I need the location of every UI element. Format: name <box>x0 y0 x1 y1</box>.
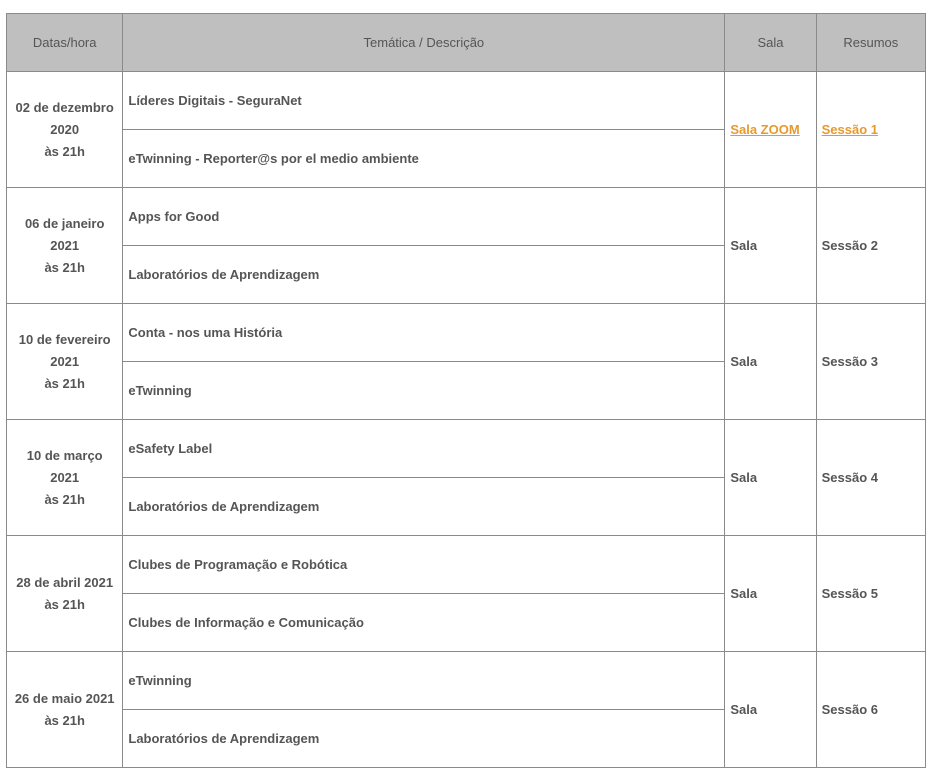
session-year: 2021 <box>50 237 80 253</box>
session-summary: Sessão 6 <box>816 652 925 768</box>
session-room: Sala <box>725 188 816 304</box>
session-topic: Laboratórios de Aprendizagem <box>123 710 725 768</box>
session-topic: Apps for Good <box>123 188 725 246</box>
session-topic: Líderes Digitais - SeguraNet <box>123 72 725 130</box>
session-date-cell <box>7 420 123 536</box>
session-time: às 21h <box>44 596 85 612</box>
session-room: Sala <box>725 420 816 536</box>
session-topic: Clubes de Informação e Comunicação <box>123 594 725 652</box>
session-year: 2021 <box>50 353 80 369</box>
session-time: às 21h <box>44 712 85 728</box>
session-topic: Laboratórios de Aprendizagem <box>123 246 725 304</box>
session-date-cell <box>7 652 123 768</box>
header-topic: Temática / Descrição <box>123 14 725 72</box>
session-date-cell <box>7 304 123 420</box>
session-date: 10 de fevereiro <box>18 331 111 347</box>
session-time: às 21h <box>44 375 85 391</box>
session-time: às 21h <box>44 143 85 159</box>
session-room: Sala <box>725 536 816 652</box>
session-date-cell <box>7 72 123 188</box>
table-row <box>7 536 926 594</box>
session-date: 02 de dezembro <box>15 99 114 115</box>
session-topic: eTwinning <box>123 652 725 710</box>
session-summary-cell <box>816 72 925 188</box>
session-time: às 21h <box>44 491 85 507</box>
header-room: Sala <box>725 14 816 72</box>
session-topic: Laboratórios de Aprendizagem <box>123 478 725 536</box>
session-date: 10 de março <box>26 447 103 463</box>
header-date: Datas/hora <box>7 14 123 72</box>
session-summary: Sessão 2 <box>816 188 925 304</box>
session-time: às 21h <box>44 259 85 275</box>
session-date: 26 de maio 2021 <box>14 690 115 706</box>
table-row <box>7 652 926 710</box>
session-date: 06 de janeiro <box>24 215 105 231</box>
session-date: 28 de abril 2021 <box>16 574 114 590</box>
session-topic: eTwinning - Reporter@s por el medio ambiente <box>123 130 725 188</box>
session-date-cell <box>7 188 123 304</box>
session-summary: Sessão 5 <box>816 536 925 652</box>
header-summary: Resumos <box>816 14 925 72</box>
header-row <box>7 14 926 72</box>
session-topic: Conta - nos uma História <box>123 304 725 362</box>
table-row <box>7 72 926 130</box>
session-date-cell <box>7 536 123 652</box>
session-topic: eTwinning <box>123 362 725 420</box>
session-topic: Clubes de Programação e Robótica <box>123 536 725 594</box>
table-row <box>7 188 926 246</box>
table-row <box>7 420 926 478</box>
table-header <box>7 14 926 72</box>
zoom-room-link[interactable]: Sala ZOOM <box>730 122 800 137</box>
schedule-table <box>6 13 926 768</box>
session-topic: eSafety Label <box>123 420 725 478</box>
session-year: 2021 <box>50 469 80 485</box>
session-room: Sala <box>725 652 816 768</box>
table-body <box>7 72 926 768</box>
session-room: Sala <box>725 304 816 420</box>
session-year: 2020 <box>50 121 80 137</box>
session-summary-link[interactable]: Sessão 1 <box>821 122 878 137</box>
session-summary: Sessão 3 <box>816 304 925 420</box>
session-summary: Sessão 4 <box>816 420 925 536</box>
session-room-cell <box>725 72 816 188</box>
table-row <box>7 304 926 362</box>
